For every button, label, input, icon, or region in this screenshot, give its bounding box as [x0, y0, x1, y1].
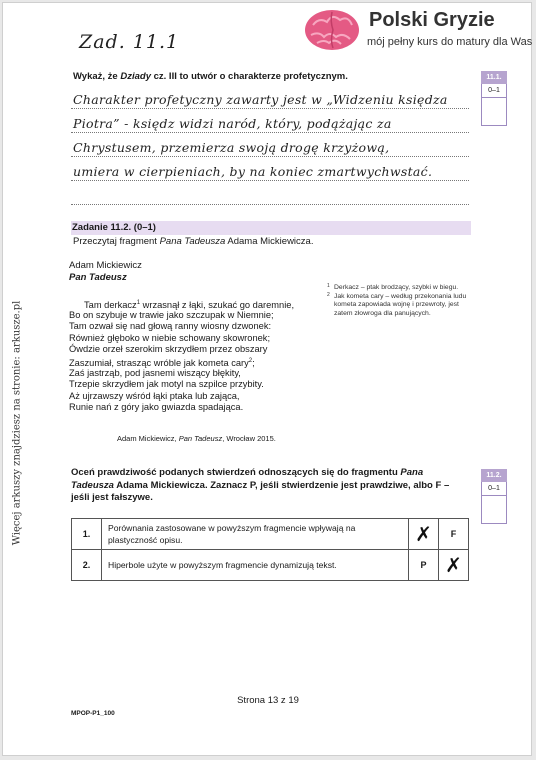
- statement-number: 2.: [72, 550, 102, 581]
- brain-icon: [303, 7, 361, 53]
- page-number: Strona 13 z 19: [237, 695, 299, 706]
- poem-line: Trzepie skrzydłem jak motyl na szpilce przybity.: [69, 379, 264, 390]
- answer-line: umiera w cierpieniach, by na koniec zmartwychwstać.: [71, 157, 469, 181]
- question-11-2: Oceń prawdziwość podanych stwierdzeń odnoszących się do fragmentu Pana Tadeusza Adama Mickiewicza. Zaznacz P, jeśli stwierdzenie jest prawdziwe, albo F – jeśli jest fałszywe.: [71, 467, 450, 503]
- score-input-box[interactable]: [481, 496, 507, 524]
- poem-line: Bo on szybuje w trawie jako szczupak w Niemnie;: [69, 309, 274, 320]
- score-input-box[interactable]: [481, 98, 507, 126]
- answer-area-11-1[interactable]: [71, 85, 469, 205]
- poem-line: Zaszumiał, strasząc wróble jak kometa cary$^2$;: [69, 357, 255, 369]
- poem-line: Tam derkacz$^1$ wrzasnął z łąki, szukać go daremnie,: [84, 300, 295, 311]
- answer-line: Chrystusem, przemierza swoją drogę krzyżową,: [71, 133, 469, 157]
- statement-number: 1.: [72, 519, 102, 550]
- exam-page: [2, 2, 532, 756]
- option-p[interactable]: [409, 519, 439, 550]
- answer-line: Charakter profetyczny zawarty jest w „Widzeniu księdza: [71, 85, 469, 109]
- footnotes: [327, 284, 477, 319]
- score-id: 11.1.: [481, 71, 507, 84]
- poem-line: Ówdzie orzeł szerokim skrzydłem przez obszary: [69, 344, 268, 355]
- table-row: [72, 550, 469, 581]
- true-false-table: [71, 518, 469, 581]
- cross-mark-icon: ✗: [445, 553, 462, 577]
- brand-name: Polski Gryzie: [369, 9, 495, 31]
- option-f[interactable]: F: [439, 519, 469, 550]
- poem-source: Adam Mickiewicz, Pan Tadeusz, Wrocław 2015.: [117, 434, 276, 443]
- answer-line: [71, 181, 469, 205]
- exam-code: MPOP-P1_100: [71, 710, 115, 717]
- score-id: 11.2.: [481, 469, 507, 482]
- footnote: 2 Jak kometa cary – według przekonania ludu kometa zapowiada wojnę i przewroty, jest zatem złowroga dla panujących.: [327, 291, 467, 318]
- question-11-1: Wykaż, że Dziady cz. III to utwór o charakterze profetycznym.: [73, 71, 348, 82]
- statement-text: Hiperbole użyte w powyższym fragmencie dynamizują tekst.: [102, 550, 409, 581]
- poem-author: Adam Mickiewicz: [69, 260, 142, 271]
- side-note: Więcej arkuszy znajdziesz na stronie: arkusze.pl: [11, 300, 23, 546]
- poem-line: Zaś jastrząb, pod jasnemi wiszący błękity,: [69, 367, 241, 378]
- score-range: 0–1: [481, 482, 507, 496]
- answer-line: Piotra” - księdz widzi naród, który, podążając za: [71, 109, 469, 133]
- statement-text: Porównania zastosowane w powyższym fragmencie wpływają na plastyczność opisu.: [102, 519, 409, 550]
- task-11-2-header: Zadanie 11.2. (0–1): [71, 221, 471, 235]
- option-f[interactable]: [439, 550, 469, 581]
- poem-text: [69, 298, 339, 414]
- score-range: 0–1: [481, 84, 507, 98]
- brand-logo: [303, 7, 535, 57]
- score-box-11-1: [481, 71, 507, 126]
- poem-line: Aż ujrzawszy wśród łąki ptaka lub zająca,: [69, 390, 240, 401]
- cross-mark-icon: ✗: [415, 522, 432, 546]
- table-row: [72, 519, 469, 550]
- handwritten-task-label: Zad. 11.1: [79, 31, 180, 53]
- poem-line: Również głęboko w niebie schowany skowronek;: [69, 332, 271, 343]
- brand-tagline: mój pełny kurs do matury dla Was: [367, 36, 533, 48]
- poem-title: Pan Tadeusz: [69, 272, 127, 283]
- task-11-2-instruction: Przeczytaj fragment Pana Tadeusza Adama Mickiewicza.: [73, 236, 314, 247]
- option-p[interactable]: P: [409, 550, 439, 581]
- poem-line: Tam ozwał się nad głową ranny wiosny dzwonek:: [69, 321, 272, 332]
- footnote: 1 Derkacz – ptak brodzący, szybki w biegu.: [327, 283, 459, 291]
- poem-line: Runie nań z góry jako gwiazda spadająca.: [69, 402, 244, 413]
- score-box-11-2: [481, 469, 507, 524]
